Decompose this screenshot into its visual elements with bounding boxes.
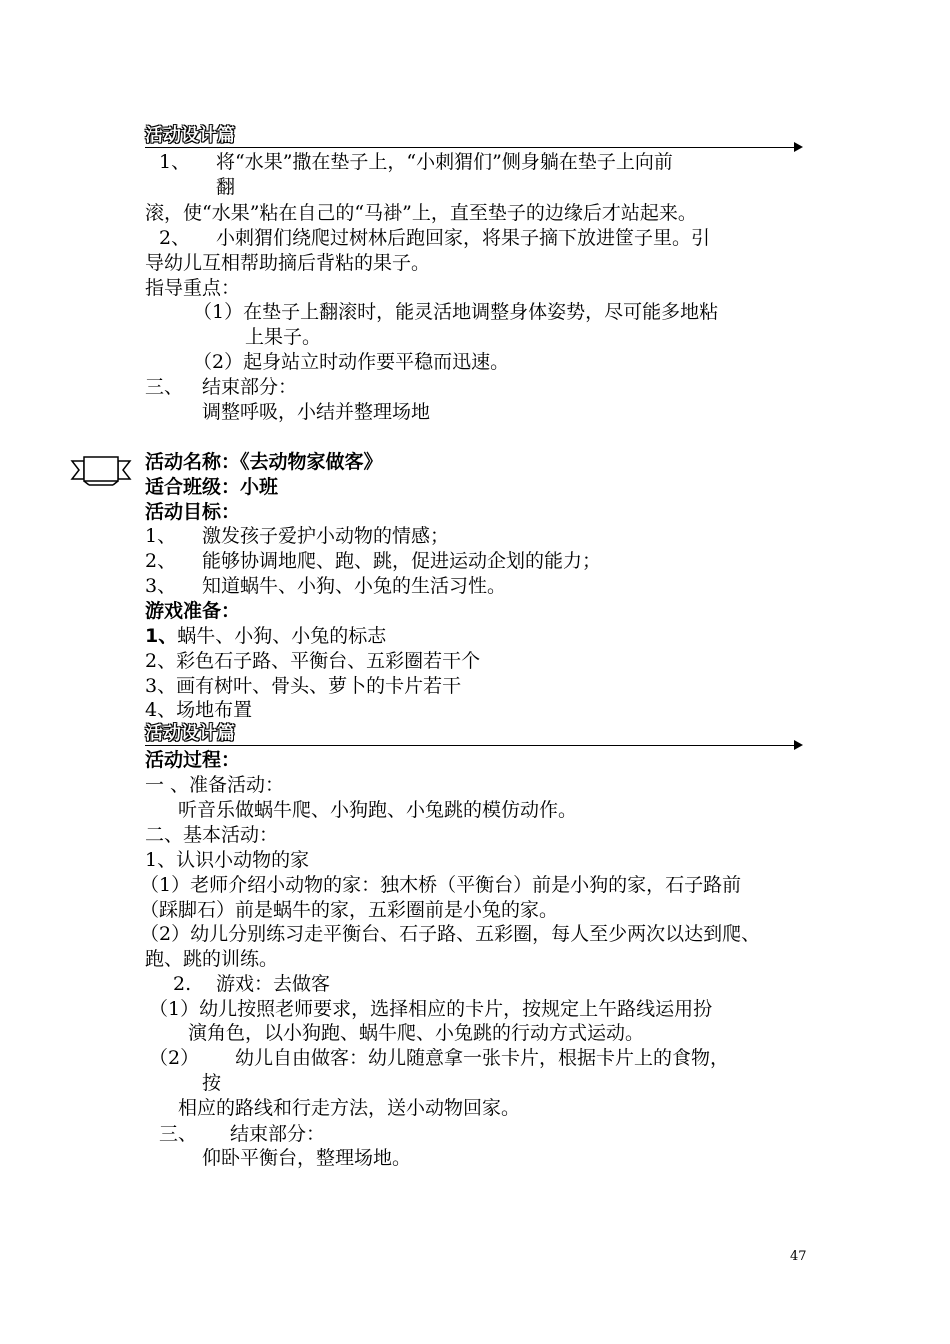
goal-item: 激发孩子爱护小动物的情感； bbox=[202, 525, 450, 547]
guidance-heading: 指导重点： bbox=[145, 277, 241, 299]
stage-sub: 游戏：去做客 bbox=[216, 973, 331, 995]
step-text-cont: 滚，使“水果”粘在自己的“马褂”上，直至垫子的边缘后才站起来。 bbox=[145, 202, 697, 224]
stage-text: （踩脚石）前是蜗牛的家，五彩圈前是小兔的家。 bbox=[140, 899, 559, 921]
stage-text: 相应的路线和行走方法，送小动物回家。 bbox=[178, 1097, 521, 1119]
prep-number: 1、 bbox=[145, 625, 178, 647]
stage-text: （2）幼儿分别练习走平衡台、石子路、五彩圈，每人至少两次以达到爬、 bbox=[140, 923, 761, 945]
stage-text-wrap: 按 bbox=[202, 1072, 222, 1094]
step-text: 小刺猬们绕爬过树林后跑回家，将果子摘下放进筐子里。引 bbox=[216, 227, 711, 249]
stage-number: （2） bbox=[149, 1047, 200, 1069]
part-number: 三、 bbox=[145, 376, 184, 398]
goal-item: 知道蜗牛、小狗、小兔的生活习性。 bbox=[202, 575, 507, 597]
section-heading: 活动设计篇 bbox=[145, 723, 235, 744]
goal-item: 能够协调地爬、跑、跳，促进运动企划的能力； bbox=[202, 550, 602, 572]
part-text: 调整呼吸，小结并整理场地 bbox=[202, 401, 431, 423]
heading-arrow bbox=[145, 745, 801, 746]
heading-arrow bbox=[145, 147, 801, 148]
part-title: 结束部分： bbox=[202, 376, 298, 398]
stage-text: 仰卧平衡台，整理场地。 bbox=[202, 1147, 412, 1169]
section-heading: 活动设计篇 bbox=[145, 125, 235, 146]
process-heading: 活动过程： bbox=[145, 749, 241, 771]
guidance-item: （2）起身站立时动作要平稳而迅速。 bbox=[193, 351, 510, 373]
prep-heading: 游戏准备： bbox=[145, 600, 241, 622]
page-number: 47 bbox=[790, 1249, 807, 1264]
prep-text: 蜗牛、小狗、小兔的标志 bbox=[177, 625, 387, 647]
stage-text: （1）幼儿按照老师要求，选择相应的卡片，按规定上午路线运用扮 bbox=[149, 998, 713, 1020]
activity-class: 适合班级：小班 bbox=[145, 476, 279, 498]
step-text: 将“水果”撒在垫子上，“小刺猬们”侧身躺在垫子上向前 bbox=[216, 151, 673, 173]
guidance-item: （1）在垫子上翻滚时，能灵活地调整身体姿势，尽可能多地粘 bbox=[193, 301, 719, 323]
guidance-item-wrap: 上果子。 bbox=[245, 326, 322, 348]
goals-heading: 活动目标： bbox=[145, 501, 241, 523]
stage-title: 一 、准备活动： bbox=[145, 774, 285, 796]
goal-number: 2、 bbox=[145, 550, 177, 572]
stage-number: 三、 bbox=[159, 1123, 198, 1145]
goal-number: 3、 bbox=[145, 575, 177, 597]
step-text-cont: 导幼儿互相帮助摘后背粘的果子。 bbox=[145, 252, 431, 274]
stage-title: 二、基本活动： bbox=[145, 824, 279, 846]
prep-item bbox=[145, 624, 386, 648]
stage-text: 听音乐做蜗牛爬、小狗跑、小兔跳的模仿动作。 bbox=[178, 799, 578, 821]
activity-name: 活动名称：《去动物家做客》 bbox=[145, 451, 383, 473]
prep-item: 2、彩色石子路、平衡台、五彩圈若干个 bbox=[145, 650, 481, 672]
stage-sub: 1、认识小动物的家 bbox=[145, 849, 310, 871]
step-text-wrap: 翻 bbox=[216, 176, 236, 198]
stage-text: 幼儿自由做客：幼儿随意拿一张卡片，根据卡片上的食物， bbox=[235, 1047, 730, 1069]
stage-title: 结束部分： bbox=[230, 1123, 326, 1145]
stage-text: 演角色，以小狗跑、蜗牛爬、小兔跳的行动方式运动。 bbox=[188, 1022, 645, 1044]
prep-item: 4、场地布置 bbox=[145, 699, 253, 721]
step-number: 1、 bbox=[159, 151, 191, 173]
stage-text: 跑、跳的训练。 bbox=[145, 948, 279, 970]
goal-number: 1、 bbox=[145, 525, 177, 547]
stage-text: （1）老师介绍小动物的家：独木桥（平衡台）前是小狗的家，石子路前 bbox=[140, 874, 742, 896]
prep-item: 3、画有树叶、骨头、萝卜的卡片若干 bbox=[145, 675, 462, 697]
step-number: 2、 bbox=[159, 227, 191, 249]
scroll-banner-icon bbox=[70, 455, 132, 487]
stage-number: 2. bbox=[173, 973, 192, 995]
